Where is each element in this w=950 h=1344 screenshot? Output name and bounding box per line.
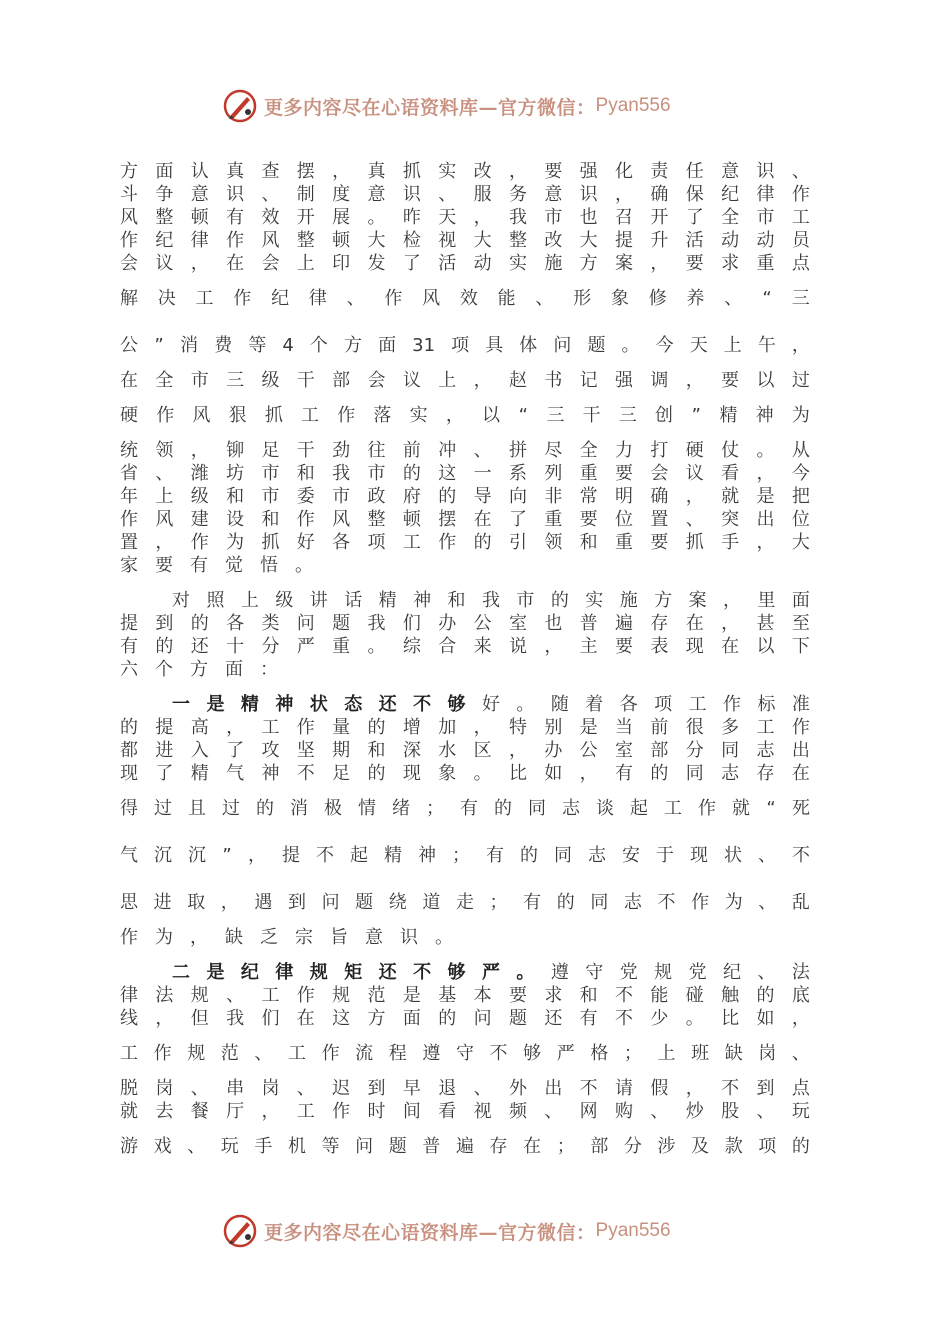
- text-line: 脱 岗 、 串 岗 、 迟 到 早 退 、 外 出 不 请 假 ， 不 到 点: [120, 1078, 810, 1099]
- text-line: 工 作 规 范 、 工 作 流 程 遵 守 不 够 严 格 ； 上 班 缺 岗 、: [120, 1043, 810, 1064]
- text-line: 置 ， 作 为 抓 好 各 项 工 作 的 引 领 和 重 要 抓 手 ， 大: [120, 532, 810, 553]
- text-line: 就 去 餐 厅 ， 工 作 时 间 看 视 频 、 网 购 、 炒 股 、 玩: [120, 1101, 810, 1122]
- header-watermark: [222, 86, 671, 126]
- text-line: 得 过 且 过 的 消 极 情 绪 ； 有 的 同 志 谈 起 工 作 就 “ 死: [120, 798, 810, 819]
- text-line: 游 戏 、 玩 手 机 等 问 题 普 遍 存 在 ； 部 分 涉 及 款 项 的: [120, 1136, 810, 1157]
- text-line: 的 提 高 ， 工 作 量 的 增 加 ， 特 别 是 当 前 很 多 工 作: [120, 717, 810, 738]
- text-line: 硬 作 风 狠 抓 工 作 落 实 ， 以 “ 三 干 三 创 ” 精 神 为: [120, 405, 810, 426]
- text-line: 对 照 上 级 讲 话 精 神 和 我 市 的 实 施 方 案 ， 里 面: [172, 590, 810, 611]
- pen-logo-icon: [222, 88, 258, 124]
- text-line: 作 纪 律 作 风 整 顿 大 检 视 大 整 改 大 提 升 活 动 动 员: [120, 230, 810, 251]
- text-line: 都 进 入 了 攻 坚 期 和 深 水 区 ， 办 公 室 部 分 同 志 出: [120, 740, 810, 761]
- watermark-text: 更多内容尽在心语资料库—官方微信：: [264, 96, 596, 119]
- text-line: 有 的 还 十 分 严 重 。 综 合 来 说 ， 主 要 表 现 在 以 下: [120, 636, 810, 657]
- text-line: 作 为 ， 缺 乏 宗 旨 意 识 。: [120, 927, 453, 948]
- text-line: 提 到 的 各 类 问 题 我 们 办 公 室 也 普 遍 存 在 ， 甚 至: [120, 613, 810, 634]
- text-line: 气 沉 沉 ” ， 提 不 起 精 神 ； 有 的 同 志 安 于 现 状 、 不: [120, 845, 810, 866]
- watermark-wechat-id: Pyan556: [595, 95, 671, 116]
- text-line: 二 是 纪 律 规 矩 还 不 够 严 。 遵 守 党 规 党 纪 、 法: [172, 962, 810, 983]
- text-line: 作 风 建 设 和 作 风 整 顿 摆 在 了 重 要 位 置 、 突 出 位: [120, 509, 810, 530]
- text-line: 统 领 ， 铆 足 干 劲 往 前 冲 、 拼 尽 全 力 打 硬 仗 。 从: [120, 440, 810, 461]
- footer-watermark: [222, 1211, 671, 1251]
- text-line: 律 法 规 、 工 作 规 范 是 基 本 要 求 和 不 能 碰 触 的 底: [120, 985, 810, 1006]
- text-line: 方 面 认 真 查 摆 ， 真 抓 实 改 ， 要 强 化 责 任 意 识 、: [120, 161, 810, 182]
- text-line: 会 议 ， 在 会 上 印 发 了 活 动 实 施 方 案 ， 要 求 重 点: [120, 253, 810, 274]
- text-line: 风 整 顿 有 效 开 展 。 昨 天 ， 我 市 也 召 开 了 全 市 工: [120, 207, 810, 228]
- text-line: 一 是 精 神 状 态 还 不 够 好 。 随 着 各 项 工 作 标 准: [172, 694, 810, 715]
- text-line: 思 进 取 ， 遇 到 问 题 绕 道 走 ； 有 的 同 志 不 作 为 、 乱: [120, 892, 810, 913]
- text-line: 解 决 工 作 纪 律 、 作 风 效 能 、 形 象 修 养 、 “ 三: [120, 288, 810, 309]
- pen-logo-icon: [222, 1213, 258, 1249]
- text-line: 省 、 潍 坊 市 和 我 市 的 这 一 系 列 重 要 会 议 看 ， 今: [120, 463, 810, 484]
- text-line: 在 全 市 三 级 干 部 会 议 上 ， 赵 书 记 强 调 ， 要 以 过: [120, 370, 810, 391]
- text-line: 六 个 方 面 ：: [120, 659, 278, 680]
- document-body: [120, 160, 810, 1158]
- text-line: 现 了 精 气 神 不 足 的 现 象 。 比 如 ， 有 的 同 志 存 在: [120, 763, 810, 784]
- watermark-wechat-id: Pyan556: [595, 1220, 671, 1241]
- text-line: 年 上 级 和 市 委 市 政 府 的 导 向 非 常 明 确 ， 就 是 把: [120, 486, 810, 507]
- watermark-text: 更多内容尽在心语资料库—官方微信：: [264, 1221, 596, 1244]
- text-line: 家 要 有 觉 悟 。: [120, 555, 313, 576]
- text-line: 公 ” 消 费 等 4 个 方 面 31 项 具 体 问 题 。 今 天 上 午 ，: [120, 335, 810, 356]
- text-line: 斗 争 意 识 、 制 度 意 识 、 服 务 意 识 ， 确 保 纪 律 作: [120, 184, 810, 205]
- text-line: 线 ， 但 我 们 在 这 方 面 的 问 题 还 有 不 少 。 比 如 ，: [120, 1008, 810, 1029]
